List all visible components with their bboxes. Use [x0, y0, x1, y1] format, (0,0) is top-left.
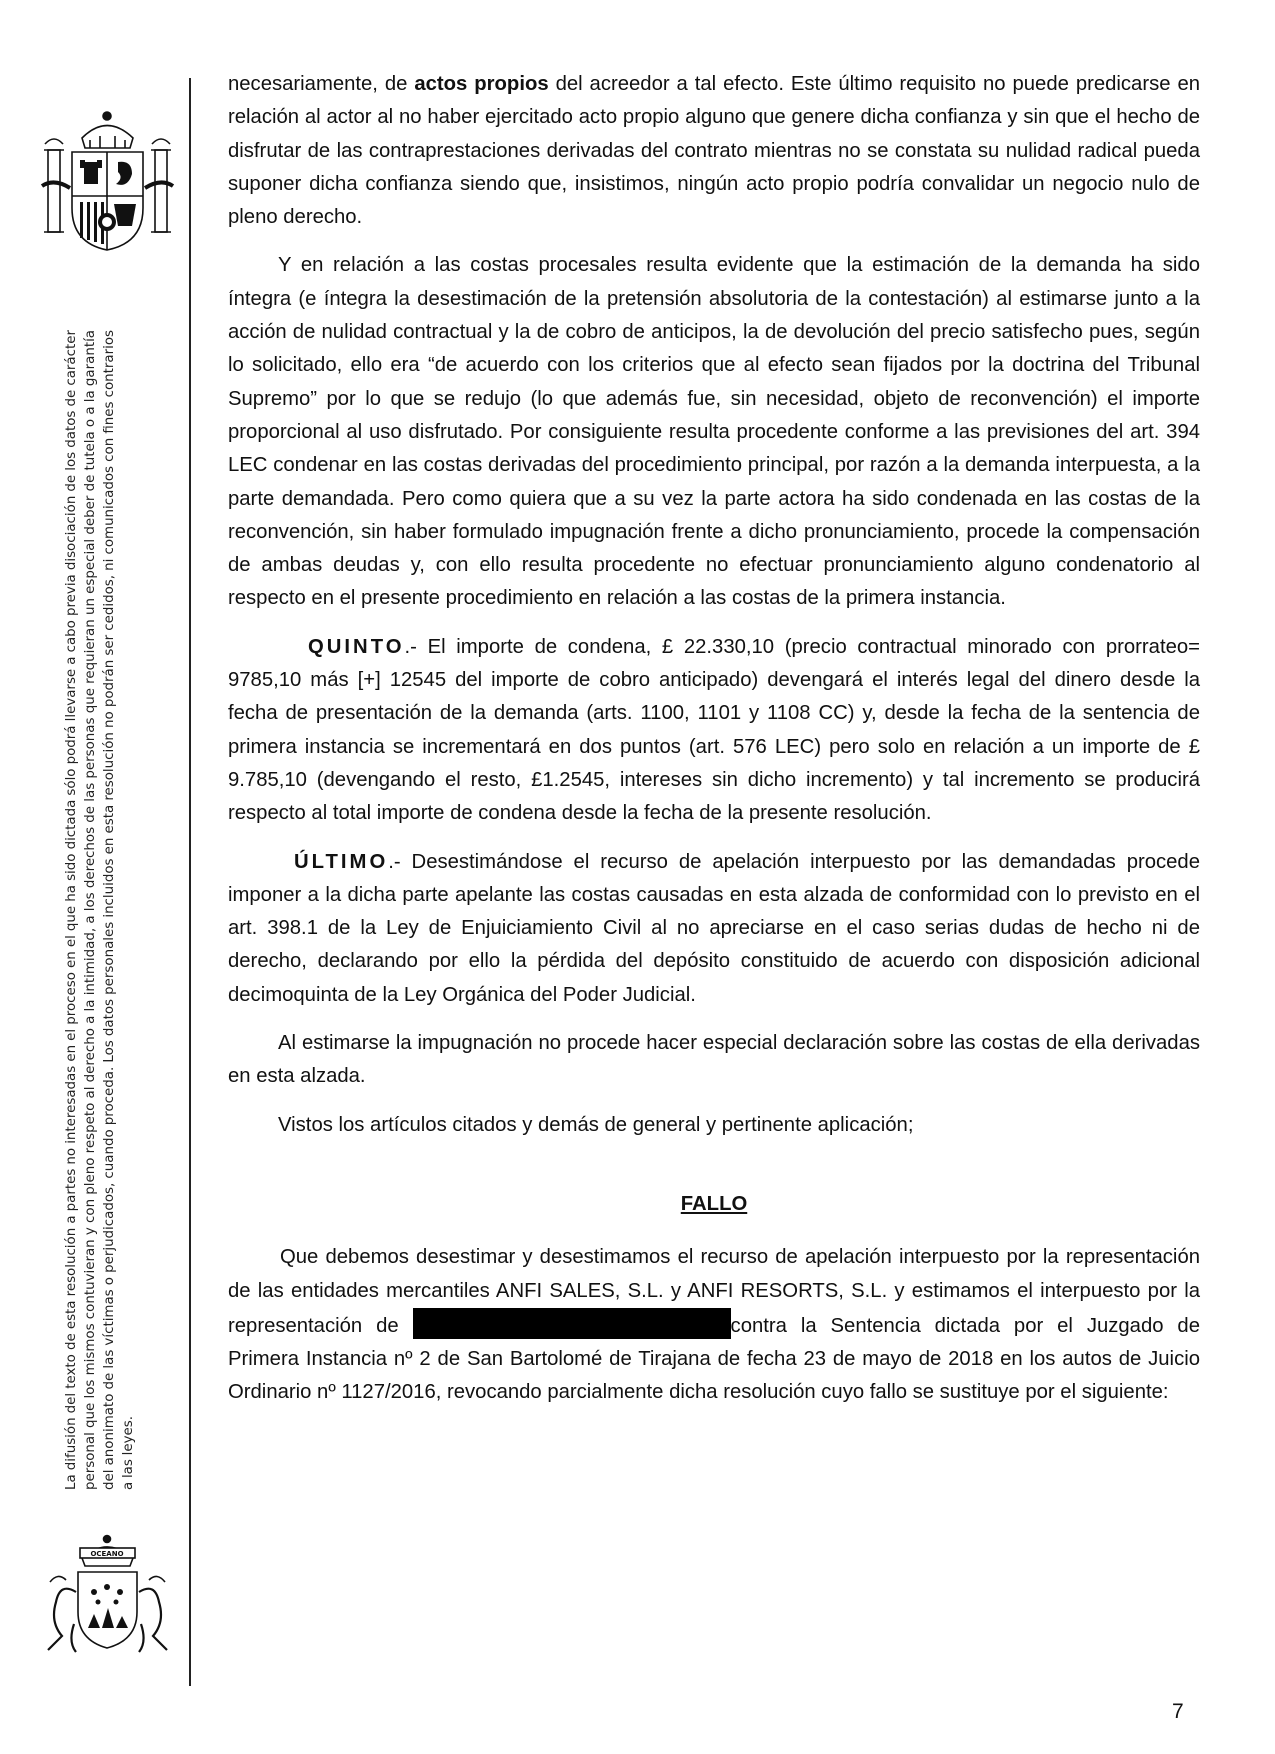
canarias-coat-of-arms-icon	[40, 1532, 175, 1657]
redaction-bar	[413, 1308, 731, 1339]
spain-coat-of-arms-icon	[40, 108, 175, 258]
section-heading-quinto: QUINTO	[308, 635, 405, 658]
fallo-heading: FALLO	[680, 1192, 748, 1215]
paragraph-impugnacion: Al estimarse la impugnación no procede hacer especial declaración sobre las costas de ella derivadas en esta alzada.	[228, 1032, 1200, 1088]
paragraph-costas: Y en relación a las costas procesales resulta evidente que la estimación de la demanda ha sido íntegra (e íntegra la desestimación de la pretensión absolutoria de la contestación) al estimarse junto a la acción de nulidad contractual y la de cobro de anticipos, la de devolución del precio satisfecho pues, según lo solicitado, ello era “de acuerdo con los criterios que al efecto sean fijados por la doctrina del Tribunal Supremo” por lo que se redujo (lo que además fue, sin necesidad, objeto de reconvención) el importe proporcional al uso disfrutado. Por consiguiente resulta procedente conforme a las previsiones del art. 394 LEC condenar en las costas derivadas del procedimiento principal, por razón a la demanda interpuesta, a la parte demandada. Pero como quiera que a su vez la parte actora ha sido condenada en las costas de la reconvención, sin haber formulado impugnación frente a dicho pronunciamiento, procede la compensación de ambas deudas y, con ello resulta procedente no efectuar pronunciamiento alguno condenatorio al respecto en el presente procedimiento en relación a las costas de la primera instancia.	[228, 254, 1200, 610]
paragraph-quinto: QUINTO.- El importe de condena, £ 22.330,10 (precio contractual minorado con prorrateo= 9785,10 más [+] 12545 del importe de cobro anticipado) devengará el interés legal del dinero desde la fecha de presentación de la demanda (arts. 1100, 1101 y 1108 CC) y, desde la fecha de la sentencia de primera instancia se incrementará en dos puntos (art. 576 LEC) pero solo en relación a un importe de £ 9.785,10 (devengando el resto, £1.2545, intereses sin dicho incremento) y tal incremento se producirá respecto al total importe de condena desde la fecha de la presente resolución.	[228, 635, 1200, 825]
paragraph-actos-propios: necesariamente, de actos propios del acreedor a tal efecto. Este último requisito no puede predicarse en relación al actor al no haber ejercitado acto propio alguno que genere dicha confianza y sin que el hecho de disfrutar de las contraprestaciones derivadas del contrato mientras no se constata su nulidad radical pueda suponer dicha confianza siendo que, insistimos, ningún acto propio podría convalidar un negocio nulo de pleno derecho.	[228, 73, 1200, 229]
bold-term: actos propios	[414, 73, 549, 95]
paragraph-ultimo: ÚLTIMO.- Desestimándose el recurso de apelación interpuesto por las demandadas procede imponer a la dicha parte apelante las costas causadas en esta alzada de conformidad con lo previsto en el art. 398.1 de la Ley de Enjuiciamiento Civil al no apreciarse en el caso serias dudas de hecho ni de derecho, declarando por ello la pérdida del depósito constituido de acuerdo con disposición adicional decimoquinta de la Ley Orgánica del Poder Judicial.	[228, 850, 1200, 1006]
paragraph-vistos: Vistos los artículos citados y demás de general y pertinente aplicación;	[278, 1113, 914, 1136]
ribbon-label: OCEANO	[90, 1550, 124, 1558]
margin-rule	[189, 78, 191, 1686]
confidentiality-notice: La difusión del texto de esta resolución a partes no interesadas en el proceso en el que ha sido dictada sólo podrá llevarse a cabo previa disociación de los datos de carácter personal que los mismos contuvieran y con pleno respeto al derecho a la intimidad, a los derechos de las personas que requieran un especial deber de tutela o a la garantía del anonimato de las víctimas o perjudicados, cuando proceda. Los datos personales incluidos en esta resolución no podrán ser cedidos, ni comunicados con fines contrarios a las leyes.	[64, 330, 136, 1490]
section-heading-ultimo: ÚLTIMO	[294, 850, 389, 873]
document-body	[228, 68, 1200, 1425]
paragraph-fallo: Que debemos desestimar y desestimamos el recurso de apelación interpuesto por la representación de las entidades mercantiles ANFI SALES, S.L. y ANFI RESORTS, S.L. y estimamos el interpuesto por la representación de contra la Sentencia dictada por el Juzgado de Primera Instancia nº 2 de San Bartolomé de Tirajana de fecha 23 de mayo de 2018 en los autos de Juicio Ordinario nº 1127/2016, revocando parcialmente dicha resolución cuyo fallo se sustituye por el siguiente:	[228, 1246, 1200, 1404]
page-number: 7	[1172, 1700, 1184, 1723]
